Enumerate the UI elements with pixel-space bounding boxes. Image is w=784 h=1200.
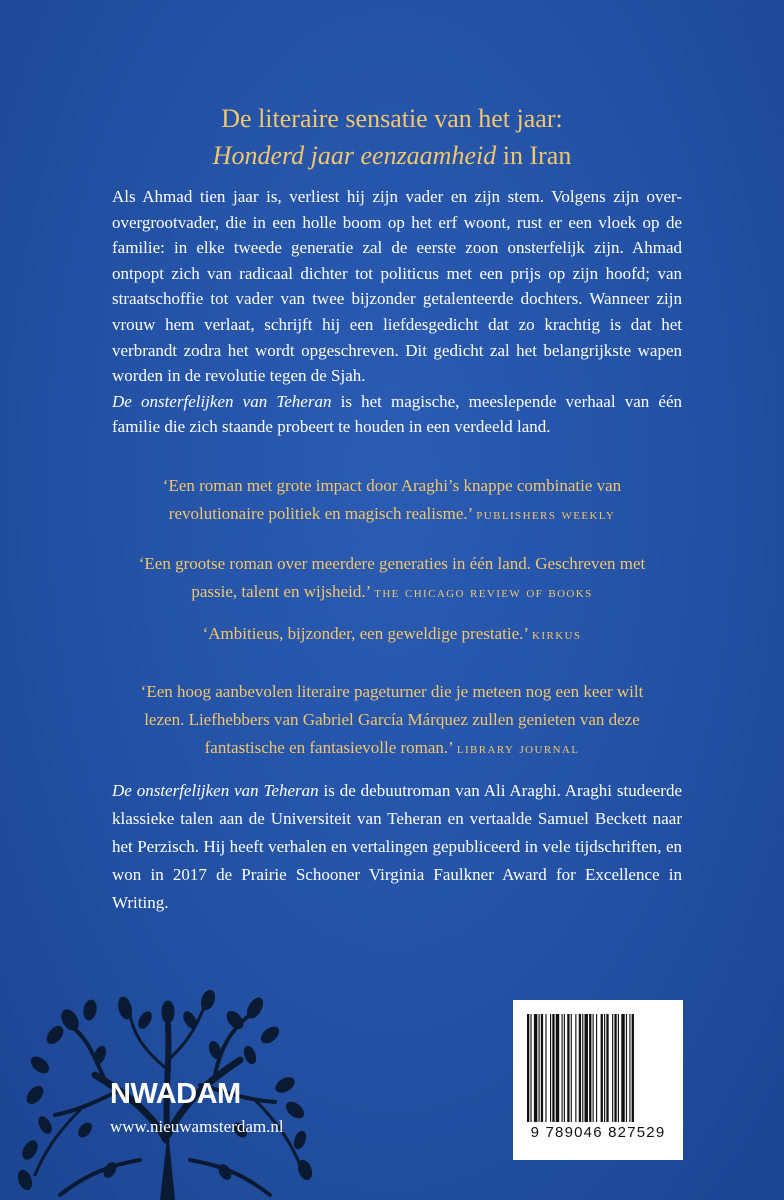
- author-bio: [112, 777, 682, 917]
- review-quote-text: ‘Een hoog aanbevolen literaire pageturner die je meteen nog een keer wilt lezen. Liefhebbers van Gabriel García Márquez zullen genieten van deze fantastische en fantasievolle roman.’: [140, 682, 644, 757]
- review-quote-source: kirkus: [532, 627, 582, 643]
- headline-line-1: De literaire sensatie van het jaar:: [221, 104, 563, 133]
- synopsis-paragraph-2-rest: is het magische, meeslepende verhaal van één familie die zich staande probeert te houden in een verdeeld land.: [112, 391, 682, 437]
- publisher-logo: NWADAM: [110, 1078, 241, 1110]
- review-quote: [120, 678, 664, 763]
- review-quote-source: publishers weekly: [476, 507, 616, 523]
- author-bio-text: [112, 777, 682, 917]
- isbn-barcode: [513, 1000, 683, 1160]
- review-quote: [120, 472, 664, 529]
- synopsis: [112, 184, 682, 440]
- review-quote: [120, 550, 664, 607]
- headline-italic-title: Honderd jaar eenzaamheid: [212, 141, 497, 170]
- synopsis-book-title: De onsterfelijken van Teheran: [112, 391, 332, 411]
- author-bio-rest: is de debuutroman van Ali Araghi. Araghi studeerde klassieke talen aan de Universiteit van Teheran en vertaalde Samuel Beckett naar het Perzisch. Hij heeft verhalen en vertalingen gepubliceerd in vele tijdschriften, en won in 2017 de Prairie Schooner Virginia Faulkner Award for Excellence in Writing.: [112, 781, 682, 912]
- publisher-url[interactable]: www.nieuwamsterdam.nl: [110, 1117, 284, 1136]
- synopsis-paragraph-1: Als Ahmad tien jaar is, verliest hij zijn vader en zijn stem. Volgens zijn over-overgrootvader, die in een holle boom op het erf woont, rust er een vloek op de familie: in elke tweede generatie zal de eerste zoon onsterfelijk zijn. Ahmad ontpopt zich van radicaal dichter tot politicus met een prijs op zijn hoofd; van straatschoffie tot vader van twee bijzonder getalenteerde dochters. Wanneer zijn vrouw hem verlaat, schrijft hij een liefdesgedicht dat zo krachtig is dat het verbrandt zodra het wordt opgeschreven. Dit gedicht zal het belangrijkste wapen worden in de revolutie tegen de Sjah.: [112, 187, 682, 386]
- barcode-bars: [525, 1014, 671, 1122]
- review-quote-text: ‘Een roman met grote impact door Araghi’s knappe combinatie van revolutionaire politiek en magisch realisme.’: [162, 476, 622, 523]
- review-quote-source: the chicago review of books: [374, 585, 593, 601]
- author-bio-book-title: De onsterfelijken van Teheran: [112, 781, 319, 800]
- headline-line-2: [0, 137, 784, 174]
- review-quote-source: library journal: [456, 741, 580, 757]
- headline: [0, 100, 784, 174]
- review-quote-text: ‘Een grootse roman over meerdere generaties in één land. Geschreven met passie, talent en wijsheid.’: [138, 554, 646, 601]
- review-quote: [120, 620, 664, 649]
- headline-line-2-rest: in Iran: [496, 141, 572, 170]
- review-quote-text: ‘Ambitieus, bijzonder, een geweldige prestatie.’: [202, 624, 533, 643]
- synopsis-paragraph-2: [112, 389, 682, 440]
- isbn-number: 9 789046 827529: [530, 1124, 666, 1141]
